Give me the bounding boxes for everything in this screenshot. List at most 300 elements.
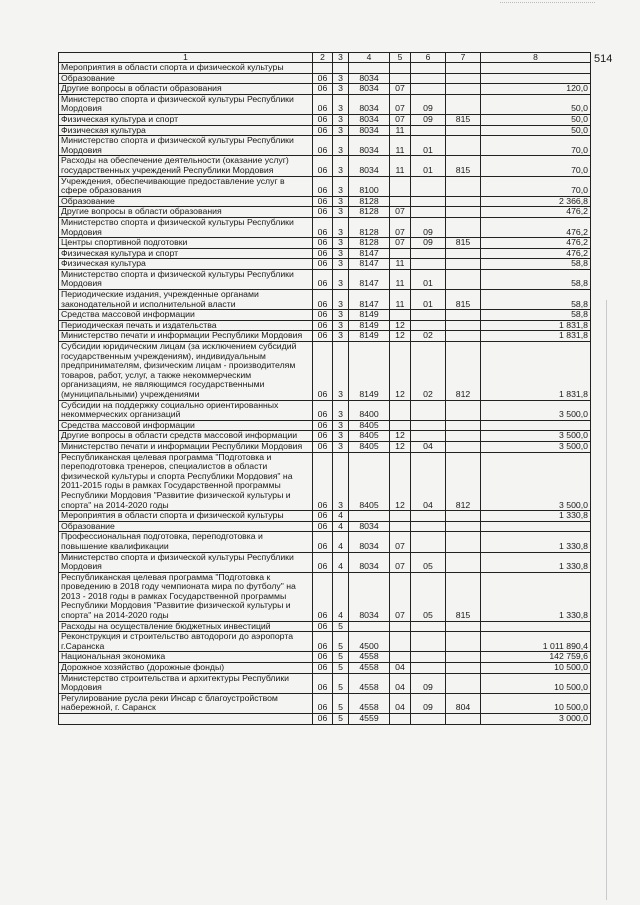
item-name-cell xyxy=(59,714,313,725)
amount-cell: 1 831,8 xyxy=(481,342,591,401)
target-item-code-cell: 8147 xyxy=(349,290,390,310)
detail-code-cell xyxy=(411,320,446,331)
subsection-code-cell: 3 xyxy=(333,125,349,136)
item-name-cell: Министерство спорта и физической культуры Республики Мордовия xyxy=(59,136,313,156)
target-item-code-cell: 8147 xyxy=(349,269,390,289)
detail-code-cell xyxy=(411,511,446,522)
item-name-cell: Расходы на обеспечение деятельности (оказание услуг) государственных учреждений Республики Мордовия xyxy=(59,156,313,176)
amount-cell: 3 500,0 xyxy=(481,441,591,452)
subsection-code-cell: 5 xyxy=(333,693,349,713)
subsection-code-cell: 3 xyxy=(333,196,349,207)
amount-cell: 10 500,0 xyxy=(481,663,591,674)
subsection-code-cell: 3 xyxy=(333,290,349,310)
amount-cell: 476,2 xyxy=(481,248,591,259)
amount-cell: 1 831,8 xyxy=(481,320,591,331)
subsection-code-cell: 5 xyxy=(333,673,349,693)
section-code-cell: 06 xyxy=(313,572,333,621)
subitem-code-cell xyxy=(390,420,411,431)
amount-cell: 1 330,8 xyxy=(481,552,591,572)
subitem-code-cell: 04 xyxy=(390,693,411,713)
target-item-code-cell: 8034 xyxy=(349,552,390,572)
subsection-code-cell: 3 xyxy=(333,259,349,270)
section-code-cell: 06 xyxy=(313,342,333,401)
header-cell: 4 xyxy=(349,53,390,63)
detail-code-cell: 04 xyxy=(411,452,446,511)
subsection-code-cell: 3 xyxy=(333,331,349,342)
amount-cell: 10 500,0 xyxy=(481,673,591,693)
table-row xyxy=(59,521,591,532)
item-name-cell: Субсидии юридическим лицам (за исключением субсидий государственным учреждениям), индивидуальным предпринимателям, физическим лицам - производителям товаров, работ, услуг, а также некоммерческим организациям, не являющимся государственными (муниципальными) учреждениями xyxy=(59,342,313,401)
subsection-code-cell: 3 xyxy=(333,176,349,196)
section-code-cell: 06 xyxy=(313,521,333,532)
subsection-code-cell: 5 xyxy=(333,663,349,674)
detail-code-cell: 01 xyxy=(411,136,446,156)
detail-code-cell xyxy=(411,207,446,218)
amount-cell: 1 011 890,4 xyxy=(481,632,591,652)
section-code-cell: 06 xyxy=(313,452,333,511)
page-number: 514 xyxy=(594,53,613,65)
subitem-code-cell xyxy=(390,652,411,663)
target-item-code-cell: 8034 xyxy=(349,73,390,84)
table-row xyxy=(59,156,591,176)
expense-type-code-cell xyxy=(446,441,481,452)
amount-cell xyxy=(481,63,591,74)
expense-type-code-cell xyxy=(446,196,481,207)
item-name-cell: Средства массовой информации xyxy=(59,310,313,321)
amount-cell: 476,2 xyxy=(481,207,591,218)
detail-code-cell xyxy=(411,431,446,442)
item-name-cell: Расходы на осуществление бюджетных инвестиций xyxy=(59,621,313,632)
subsection-code-cell: 3 xyxy=(333,431,349,442)
subitem-code-cell: 12 xyxy=(390,342,411,401)
subitem-code-cell: 07 xyxy=(390,532,411,552)
section-code-cell xyxy=(313,63,333,74)
subitem-code-cell: 07 xyxy=(390,94,411,114)
table-row xyxy=(59,269,591,289)
subsection-code-cell: 3 xyxy=(333,238,349,249)
expense-type-code-cell xyxy=(446,331,481,342)
section-code-cell: 06 xyxy=(313,441,333,452)
table-row xyxy=(59,84,591,95)
table-row xyxy=(59,632,591,652)
detail-code-cell xyxy=(411,196,446,207)
subsection-code-cell: 3 xyxy=(333,114,349,125)
section-code-cell: 06 xyxy=(313,94,333,114)
expense-type-code-cell: 815 xyxy=(446,290,481,310)
detail-code-cell xyxy=(411,714,446,725)
section-code-cell: 06 xyxy=(313,176,333,196)
header-cell: 1 xyxy=(59,53,313,63)
item-name-cell: Министерство строительства и архитектуры Республики Мордовия xyxy=(59,673,313,693)
target-item-code-cell: 4558 xyxy=(349,663,390,674)
subitem-code-cell: 12 xyxy=(390,441,411,452)
subitem-code-cell xyxy=(390,176,411,196)
item-name-cell: Средства массовой информации xyxy=(59,420,313,431)
detail-code-cell: 09 xyxy=(411,94,446,114)
expense-type-code-cell xyxy=(446,73,481,84)
amount-cell: 3 500,0 xyxy=(481,452,591,511)
target-item-code-cell: 8149 xyxy=(349,320,390,331)
table-row xyxy=(59,217,591,237)
subsection-code-cell xyxy=(333,63,349,74)
target-item-code-cell: 8034 xyxy=(349,572,390,621)
item-name-cell: Мероприятия в области спорта и физической культуры xyxy=(59,63,313,74)
table-row xyxy=(59,552,591,572)
header-cell: 7 xyxy=(446,53,481,63)
detail-code-cell xyxy=(411,84,446,95)
target-item-code-cell: 8128 xyxy=(349,217,390,237)
target-item-code-cell: 8034 xyxy=(349,94,390,114)
table-row xyxy=(59,125,591,136)
expense-type-code-cell xyxy=(446,521,481,532)
subsection-code-cell: 4 xyxy=(333,572,349,621)
table-row xyxy=(59,114,591,125)
table-row xyxy=(59,259,591,270)
table-row xyxy=(59,420,591,431)
subsection-code-cell: 5 xyxy=(333,714,349,725)
detail-code-cell: 02 xyxy=(411,331,446,342)
subitem-code-cell xyxy=(390,714,411,725)
section-code-cell: 06 xyxy=(313,136,333,156)
section-code-cell: 06 xyxy=(313,652,333,663)
subitem-code-cell: 11 xyxy=(390,290,411,310)
detail-code-cell: 05 xyxy=(411,552,446,572)
table-row xyxy=(59,714,591,725)
amount-cell: 50,0 xyxy=(481,94,591,114)
expense-type-code-cell xyxy=(446,400,481,420)
table-row xyxy=(59,73,591,84)
subitem-code-cell xyxy=(390,511,411,522)
detail-code-cell xyxy=(411,248,446,259)
target-item-code-cell: 8034 xyxy=(349,136,390,156)
item-name-cell: Образование xyxy=(59,73,313,84)
item-name-cell: Республиканская целевая программа "Подготовка и переподготовка тренеров, специалистов в области физической культуры и спорта Республики Мордовия" на 2011-2015 годы в рамках Государственной программы Республики Мордовия "Развитие физической культуры и спорта" на 2014-2020 годы xyxy=(59,452,313,511)
amount-cell: 58,8 xyxy=(481,290,591,310)
subsection-code-cell: 3 xyxy=(333,269,349,289)
target-item-code-cell: 8034 xyxy=(349,156,390,176)
section-code-cell: 06 xyxy=(313,673,333,693)
amount-cell: 10 500,0 xyxy=(481,693,591,713)
detail-code-cell: 09 xyxy=(411,217,446,237)
subsection-code-cell: 3 xyxy=(333,248,349,259)
scan-edge xyxy=(606,300,607,900)
section-code-cell: 06 xyxy=(313,114,333,125)
section-code-cell: 06 xyxy=(313,290,333,310)
target-item-code-cell: 8405 xyxy=(349,431,390,442)
item-name-cell: Министерство спорта и физической культуры Республики Мордовия xyxy=(59,94,313,114)
section-code-cell: 06 xyxy=(313,331,333,342)
subitem-code-cell: 07 xyxy=(390,114,411,125)
target-item-code-cell xyxy=(349,511,390,522)
amount-cell: 3 500,0 xyxy=(481,400,591,420)
expense-type-code-cell xyxy=(446,320,481,331)
section-code-cell: 06 xyxy=(313,400,333,420)
section-code-cell: 06 xyxy=(313,196,333,207)
item-name-cell: Республиканская целевая программа "Подготовка к проведению в 2018 году чемпионата мира по футболу" на 2013 - 2018 годы в рамках Государственной программы Республики Мордовия "Развитие физической культуры и спорта" на 2014-2020 годы xyxy=(59,572,313,621)
expense-type-code-cell xyxy=(446,176,481,196)
subsection-code-cell: 3 xyxy=(333,441,349,452)
section-code-cell: 06 xyxy=(313,310,333,321)
subitem-code-cell: 11 xyxy=(390,269,411,289)
subitem-code-cell: 12 xyxy=(390,320,411,331)
detail-code-cell xyxy=(411,652,446,663)
subsection-code-cell: 3 xyxy=(333,94,349,114)
subsection-code-cell: 3 xyxy=(333,217,349,237)
item-name-cell: Учреждения, обеспечивающие предоставление услуг в сфере образования xyxy=(59,176,313,196)
expense-type-code-cell xyxy=(446,259,481,270)
detail-code-cell xyxy=(411,420,446,431)
subitem-code-cell: 07 xyxy=(390,84,411,95)
section-code-cell: 06 xyxy=(313,207,333,218)
amount-cell: 1 330,8 xyxy=(481,572,591,621)
item-name-cell: Физическая культура xyxy=(59,259,313,270)
item-name-cell: Субсидии на поддержку социально ориентированных некоммерческих организаций xyxy=(59,400,313,420)
expense-type-code-cell xyxy=(446,420,481,431)
detail-code-cell xyxy=(411,73,446,84)
amount-cell: 50,0 xyxy=(481,114,591,125)
amount-cell: 1 330,8 xyxy=(481,511,591,522)
section-code-cell: 06 xyxy=(313,714,333,725)
target-item-code-cell: 8149 xyxy=(349,310,390,321)
table-row xyxy=(59,342,591,401)
amount-cell: 3 500,0 xyxy=(481,431,591,442)
item-name-cell: Другие вопросы в области образования xyxy=(59,207,313,218)
target-item-code-cell: 8034 xyxy=(349,114,390,125)
subsection-code-cell: 3 xyxy=(333,420,349,431)
subitem-code-cell: 07 xyxy=(390,217,411,237)
amount-cell: 70,0 xyxy=(481,156,591,176)
amount-cell: 2 366,8 xyxy=(481,196,591,207)
amount-cell: 142 759,6 xyxy=(481,652,591,663)
expense-type-code-cell xyxy=(446,269,481,289)
subitem-code-cell: 07 xyxy=(390,552,411,572)
subitem-code-cell xyxy=(390,310,411,321)
section-code-cell: 06 xyxy=(313,693,333,713)
target-item-code-cell: 8100 xyxy=(349,176,390,196)
expense-type-code-cell xyxy=(446,310,481,321)
target-item-code-cell: 8149 xyxy=(349,331,390,342)
subitem-code-cell: 07 xyxy=(390,207,411,218)
section-code-cell: 06 xyxy=(313,125,333,136)
section-code-cell: 06 xyxy=(313,73,333,84)
target-item-code-cell: 8405 xyxy=(349,420,390,431)
target-item-code-cell: 4559 xyxy=(349,714,390,725)
amount-cell xyxy=(481,521,591,532)
table-row xyxy=(59,94,591,114)
item-name-cell: Министерство спорта и физической культуры Республики Мордовия xyxy=(59,217,313,237)
table-row xyxy=(59,511,591,522)
amount-cell: 1 330,8 xyxy=(481,532,591,552)
section-code-cell: 06 xyxy=(313,621,333,632)
detail-code-cell: 01 xyxy=(411,156,446,176)
target-item-code-cell: 4558 xyxy=(349,693,390,713)
table-row xyxy=(59,572,591,621)
expense-type-code-cell xyxy=(446,248,481,259)
expense-type-code-cell: 812 xyxy=(446,452,481,511)
detail-code-cell: 01 xyxy=(411,269,446,289)
subsection-code-cell: 3 xyxy=(333,73,349,84)
header-cell: 8 xyxy=(481,53,591,63)
subitem-code-cell xyxy=(390,632,411,652)
amount-cell xyxy=(481,420,591,431)
subitem-code-cell: 11 xyxy=(390,125,411,136)
expense-type-code-cell xyxy=(446,431,481,442)
subsection-code-cell: 3 xyxy=(333,320,349,331)
section-code-cell: 06 xyxy=(313,511,333,522)
amount-cell: 58,8 xyxy=(481,310,591,321)
table-row xyxy=(59,248,591,259)
subsection-code-cell: 5 xyxy=(333,652,349,663)
target-item-code-cell xyxy=(349,63,390,74)
table-row xyxy=(59,441,591,452)
subsection-code-cell: 3 xyxy=(333,156,349,176)
expense-type-code-cell xyxy=(446,552,481,572)
subitem-code-cell: 11 xyxy=(390,136,411,156)
subitem-code-cell: 07 xyxy=(390,238,411,249)
subitem-code-cell: 12 xyxy=(390,431,411,442)
amount-cell: 120,0 xyxy=(481,84,591,95)
subsection-code-cell: 4 xyxy=(333,511,349,522)
amount-cell xyxy=(481,621,591,632)
section-code-cell: 06 xyxy=(313,663,333,674)
table-row xyxy=(59,290,591,310)
subitem-code-cell: 12 xyxy=(390,452,411,511)
table-row xyxy=(59,238,591,249)
expense-type-code-cell: 812 xyxy=(446,342,481,401)
table-row xyxy=(59,63,591,74)
header-cell: 3 xyxy=(333,53,349,63)
expense-type-code-cell xyxy=(446,217,481,237)
item-name-cell: Мероприятия в области спорта и физической культуры xyxy=(59,511,313,522)
target-item-code-cell: 8034 xyxy=(349,84,390,95)
expense-type-code-cell xyxy=(446,207,481,218)
item-name-cell: Центры спортивной подготовки xyxy=(59,238,313,249)
detail-code-cell: 09 xyxy=(411,114,446,125)
item-name-cell: Министерство печати и информации Республики Мордовия xyxy=(59,331,313,342)
subitem-code-cell: 07 xyxy=(390,572,411,621)
table-row xyxy=(59,176,591,196)
target-item-code-cell: 8149 xyxy=(349,342,390,401)
item-name-cell: Министерство спорта и физической культуры Республики Мордовия xyxy=(59,552,313,572)
target-item-code-cell xyxy=(349,621,390,632)
budget-table xyxy=(58,52,591,725)
expense-type-code-cell xyxy=(446,136,481,156)
item-name-cell: Реконструкция и строительство автодороги до аэропорта г.Саранска xyxy=(59,632,313,652)
section-code-cell: 06 xyxy=(313,248,333,259)
target-item-code-cell: 8034 xyxy=(349,125,390,136)
expense-type-code-cell xyxy=(446,714,481,725)
table-row xyxy=(59,400,591,420)
item-name-cell: Другие вопросы в области средств массовой информации xyxy=(59,431,313,442)
expense-type-code-cell xyxy=(446,621,481,632)
table-row xyxy=(59,310,591,321)
target-item-code-cell: 8400 xyxy=(349,400,390,420)
subsection-code-cell: 5 xyxy=(333,632,349,652)
table-row xyxy=(59,673,591,693)
target-item-code-cell: 4558 xyxy=(349,652,390,663)
detail-code-cell xyxy=(411,125,446,136)
expense-type-code-cell xyxy=(446,663,481,674)
table-row xyxy=(59,652,591,663)
subsection-code-cell: 4 xyxy=(333,521,349,532)
detail-code-cell xyxy=(411,400,446,420)
item-name-cell: Физическая культура и спорт xyxy=(59,114,313,125)
subitem-code-cell: 04 xyxy=(390,663,411,674)
header-cell: 6 xyxy=(411,53,446,63)
section-code-cell: 06 xyxy=(313,552,333,572)
table-row xyxy=(59,663,591,674)
detail-code-cell: 05 xyxy=(411,572,446,621)
amount-cell: 1 831,8 xyxy=(481,331,591,342)
item-name-cell: Образование xyxy=(59,196,313,207)
amount-cell: 50,0 xyxy=(481,125,591,136)
target-item-code-cell: 8147 xyxy=(349,259,390,270)
table-row xyxy=(59,452,591,511)
amount-cell: 58,8 xyxy=(481,269,591,289)
expense-type-code-cell xyxy=(446,632,481,652)
table-row xyxy=(59,621,591,632)
detail-code-cell: 09 xyxy=(411,238,446,249)
subitem-code-cell: 12 xyxy=(390,331,411,342)
scan-artifact xyxy=(500,2,595,9)
table-row xyxy=(59,320,591,331)
subsection-code-cell: 5 xyxy=(333,621,349,632)
detail-code-cell xyxy=(411,663,446,674)
expense-type-code-cell: 815 xyxy=(446,238,481,249)
target-item-code-cell: 4558 xyxy=(349,673,390,693)
detail-code-cell xyxy=(411,632,446,652)
subsection-code-cell: 3 xyxy=(333,310,349,321)
subitem-code-cell xyxy=(390,621,411,632)
target-item-code-cell: 8128 xyxy=(349,238,390,249)
expense-type-code-cell xyxy=(446,125,481,136)
detail-code-cell: 02 xyxy=(411,342,446,401)
amount-cell: 70,0 xyxy=(481,176,591,196)
subitem-code-cell: 04 xyxy=(390,673,411,693)
expense-type-code-cell: 815 xyxy=(446,156,481,176)
section-code-cell: 06 xyxy=(313,320,333,331)
section-code-cell: 06 xyxy=(313,431,333,442)
expense-type-code-cell: 815 xyxy=(446,114,481,125)
target-item-code-cell: 8128 xyxy=(349,207,390,218)
item-name-cell: Профессиональная подготовка, переподготовка и повышение квалификации xyxy=(59,532,313,552)
section-code-cell: 06 xyxy=(313,532,333,552)
target-item-code-cell: 8034 xyxy=(349,521,390,532)
detail-code-cell xyxy=(411,176,446,196)
table-row xyxy=(59,532,591,552)
target-item-code-cell: 8405 xyxy=(349,452,390,511)
target-item-code-cell: 8405 xyxy=(349,441,390,452)
expense-type-code-cell xyxy=(446,63,481,74)
subsection-code-cell: 3 xyxy=(333,136,349,156)
item-name-cell: Другие вопросы в области образования xyxy=(59,84,313,95)
section-code-cell: 06 xyxy=(313,156,333,176)
item-name-cell: Физическая культура xyxy=(59,125,313,136)
item-name-cell: Дорожное хозяйство (дорожные фонды) xyxy=(59,663,313,674)
amount-cell xyxy=(481,73,591,84)
table-row xyxy=(59,196,591,207)
subsection-code-cell: 3 xyxy=(333,207,349,218)
expense-type-code-cell xyxy=(446,84,481,95)
detail-code-cell: 04 xyxy=(411,441,446,452)
detail-code-cell xyxy=(411,532,446,552)
subitem-code-cell: 11 xyxy=(390,156,411,176)
item-name-cell: Министерство печати и информации Республики Мордовия xyxy=(59,441,313,452)
section-code-cell: 06 xyxy=(313,84,333,95)
subsection-code-cell: 4 xyxy=(333,532,349,552)
item-name-cell: Министерство спорта и физической культуры Республики Мордовия xyxy=(59,269,313,289)
detail-code-cell xyxy=(411,63,446,74)
